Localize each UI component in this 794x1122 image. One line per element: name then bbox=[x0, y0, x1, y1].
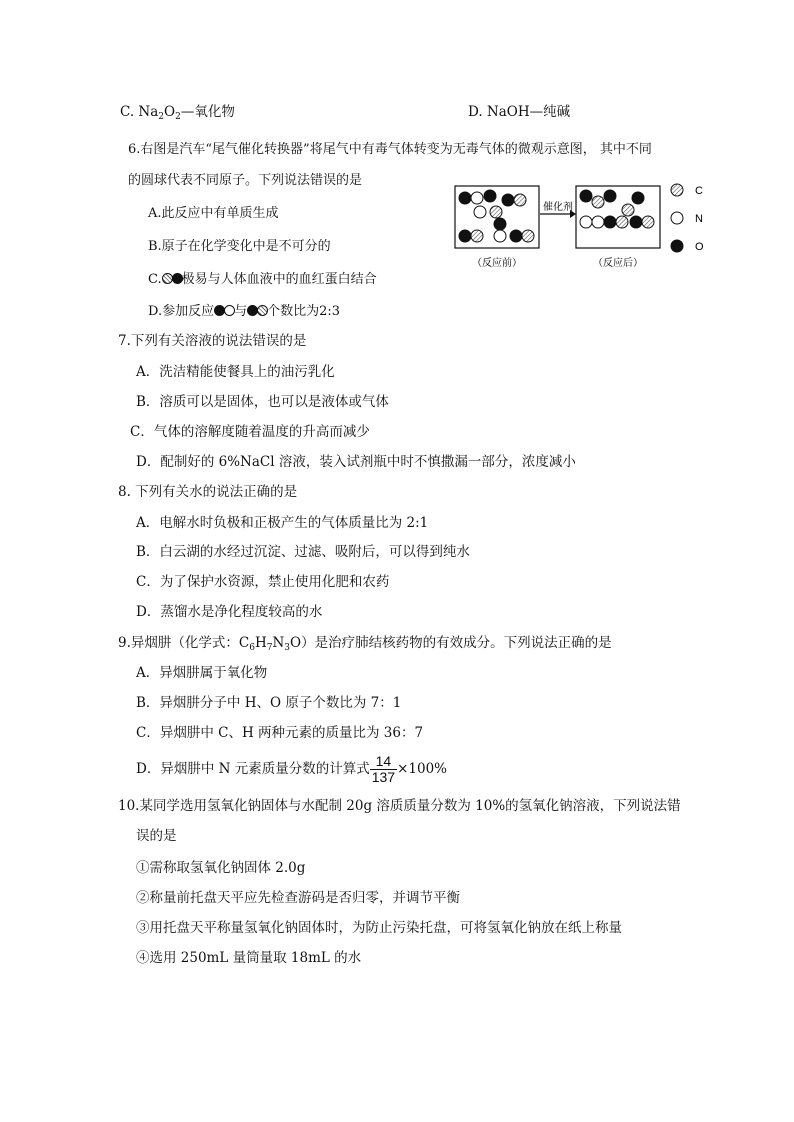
q6-option-a: A.此反应中有单质生成 bbox=[148, 206, 279, 221]
q10-stem-line2: 误的是 bbox=[136, 828, 177, 844]
legend-o: O bbox=[695, 241, 704, 253]
q6-stem-line2: 的圆球代表不同原子。下列说法错误的是 bbox=[128, 173, 363, 188]
q10-stem-line1: 10.某同学选用氢氧化钠固体与水配制 20g 溶质质量分数为 10%的氢氧化钠溶液，下列说法错 bbox=[118, 798, 681, 814]
q10-item-1: ①需称取氢氧化钠固体 2.0g bbox=[136, 860, 306, 876]
q8-stem: 8. 下列有关水的说法正确的是 bbox=[118, 484, 298, 500]
q6-option-d: D.参加反应 与 个数比为2:3 bbox=[148, 304, 341, 319]
q9-option-d: D．异烟肼中 N 元素质量分数的计算式 $\frac{14}{137}$ ×100% bbox=[136, 753, 447, 785]
oxygen-atom-icon bbox=[671, 240, 683, 252]
q10-item-4: ④选用 250mL 量筒量取 18mL 的水 bbox=[136, 950, 362, 966]
q6-option-b: B.原子在化学变化中是不可分的 bbox=[148, 239, 331, 254]
legend-n: N bbox=[695, 213, 703, 225]
q5-option-d: D. NaOH—纯碱 bbox=[468, 104, 571, 120]
q10-item-2: ②称量前托盘天平应先检查游码是否归零，并调节平衡 bbox=[136, 890, 460, 906]
reaction-diagram bbox=[452, 180, 722, 275]
q10-item-3: ③用托盘天平称量氢氧化钠固体时，为防止污染托盘，可将氢氧化钠放在纸上称量 bbox=[136, 920, 622, 936]
q6-stem-line1: 6.右图是汽车“尾气催化转换器”将尾气中有毒气体转变为无毒气体的微观示意图， 其中不同 bbox=[128, 142, 652, 157]
q7-option-b: B．溶质可以是固体，也可以是液体或气体 bbox=[136, 394, 389, 410]
q8-option-c: C．为了保护水资源，禁止使用化肥和农药 bbox=[136, 574, 390, 590]
q7-option-d: D．配制好的 6%NaCl 溶液，装入试剂瓶中时不慎撒漏一部分，浓度减小 bbox=[136, 454, 576, 470]
q6-option-c: C. 极易与人体血液中的血红蛋白结合 bbox=[148, 272, 377, 287]
q9-option-b: B．异烟肼分子中 H、O 原子个数比为 7：1 bbox=[136, 695, 402, 711]
no-molecule-icon bbox=[214, 305, 234, 316]
before-label: （反应前） bbox=[472, 258, 522, 269]
q5-option-c: C. $Na_2O_2—$氧化物 bbox=[120, 104, 235, 122]
q9-option-a: A．异烟肼属于氧化物 bbox=[136, 665, 268, 681]
catalyst-label: 催化剂 bbox=[543, 202, 573, 213]
q8-option-b: B．白云湖的水经过沉淀、过滤、吸附后，可以得到纯水 bbox=[136, 544, 470, 560]
after-label: （反应后） bbox=[593, 258, 643, 269]
legend bbox=[671, 184, 704, 253]
q7-stem: 7.下列有关溶液的说法错误的是 bbox=[118, 333, 307, 349]
q8-option-a: A．电解水时负极和正极产生的气体质量比为 2:1 bbox=[136, 515, 429, 531]
legend-c: C bbox=[695, 185, 703, 197]
carbon-atom-icon bbox=[671, 184, 683, 196]
q9-option-c: C．异烟肼中 C、H 两种元素的质量比为 36：7 bbox=[136, 725, 424, 741]
q9-stem: 9.异烟肼（化学式：$C_6H_7N_3O$）是治疗肺结核药物的有效成分。下列说法正确的是 bbox=[118, 635, 612, 653]
q7-option-c: C．气体的溶解度随着温度的升高而减少 bbox=[130, 424, 370, 440]
q7-option-a: A．洗洁精能使餐具上的油污乳化 bbox=[136, 364, 335, 380]
q8-option-d: D．蒸馏水是净化程度较高的水 bbox=[136, 604, 323, 620]
nitrogen-atom-icon bbox=[671, 212, 683, 224]
co-molecule-icon bbox=[162, 273, 182, 284]
co-molecule-icon bbox=[247, 305, 267, 316]
fraction: $\frac{14}{137}$ bbox=[371, 753, 396, 785]
